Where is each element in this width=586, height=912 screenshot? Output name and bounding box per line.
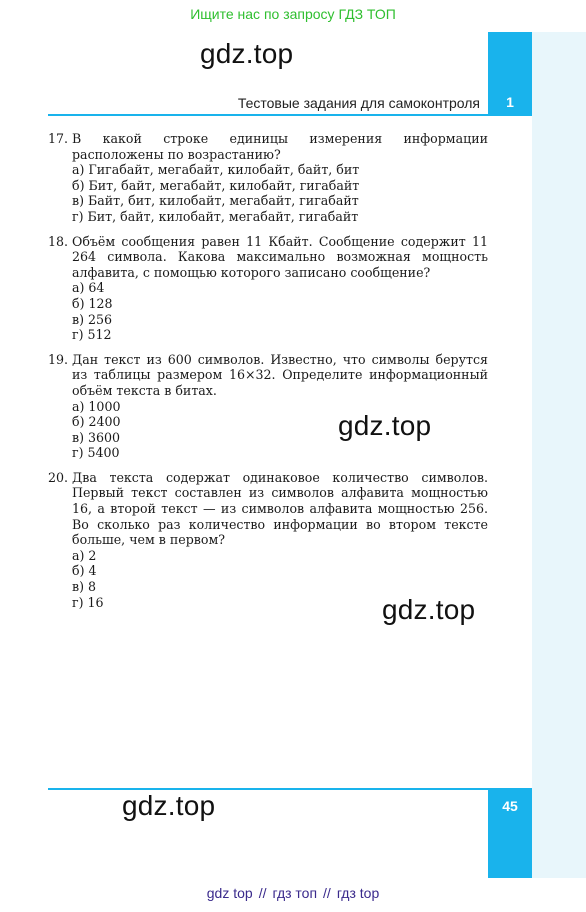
footer-links [0,885,586,901]
watermark: gdz.top [200,38,294,69]
page-number: 45 [502,798,518,814]
footer-separator: // [323,885,331,901]
question-number: 20. [48,469,69,485]
answer-option: г) 5400 [72,445,120,461]
chapter-number: 1 [506,94,514,110]
page-number-tab [488,788,532,878]
answer-option: б) 128 [72,295,113,311]
answer-option: а) 1000 [72,398,121,414]
question-number: 18. [48,233,69,249]
answer-option: б) 4 [72,563,97,579]
watermark: gdz.top [382,594,476,625]
question-19 [48,352,488,461]
footer-separator: // [258,885,267,901]
question-number: 17. [48,131,69,146]
question-18 [48,234,488,343]
question-text: Объём сообщения равен 11 Кбайт. Сообщение содержит 11 264 символа. Какова максимально возможная мощность алфавита, с помощью которого записано сообщение? [72,233,488,280]
answer-option: г) 512 [72,327,112,343]
answer-option: г) 16 [72,594,104,610]
question-number: 19. [48,351,69,367]
question-20 [48,470,488,610]
answer-option: в) 256 [72,311,113,327]
answer-option: б) Бит, байт, мегабайт, килобайт, гигабайт [72,177,360,193]
answer-option: г) Бит, байт, килобайт, мегабайт, гигабайт [72,208,359,224]
answer-option: а) 64 [72,280,105,296]
footer-link[interactable]: гдз top [336,885,380,901]
question-list [48,131,488,619]
footer-link[interactable]: гдз топ [272,885,318,901]
question-text: Два текста содержат одинаковое количество символов. Первый текст составлен из символов алфавита мощностью 16, а второй текст — из символов алфавита мощностью 256. Во сколько раз количество информации во втором тексте больше, чем в первом? [72,469,488,548]
answer-option: а) 2 [72,547,97,563]
section-title: Тестовые задания для самоконтроля [237,95,480,111]
answer-option: в) 3600 [72,429,121,445]
watermark: gdz.top [338,410,432,441]
answer-option: а) Гигабайт, мегабайт, килобайт, байт, бит [72,162,360,178]
answer-option: б) 2400 [72,414,121,430]
header-divider [48,114,488,116]
answer-option: в) 8 [72,579,97,595]
question-text: Дан текст из 600 символов. Известно, что символы берутся из таблицы размером 16×32. Определите информационный объём текста в битах. [72,351,488,398]
answer-option: в) Байт, бит, килобайт, мегабайт, гигабайт [72,193,359,209]
top-banner: Ищите нас по запросу ГДЗ ТОП [190,6,396,22]
question-text: В какой строке единицы измерения информации расположены по возрастанию? [72,131,488,162]
side-strip [532,32,586,878]
footer-divider [48,788,488,790]
chapter-tab [488,32,532,116]
footer-link[interactable]: gdz top [206,885,253,901]
question-17 [48,131,488,225]
watermark: gdz.top [122,790,216,821]
